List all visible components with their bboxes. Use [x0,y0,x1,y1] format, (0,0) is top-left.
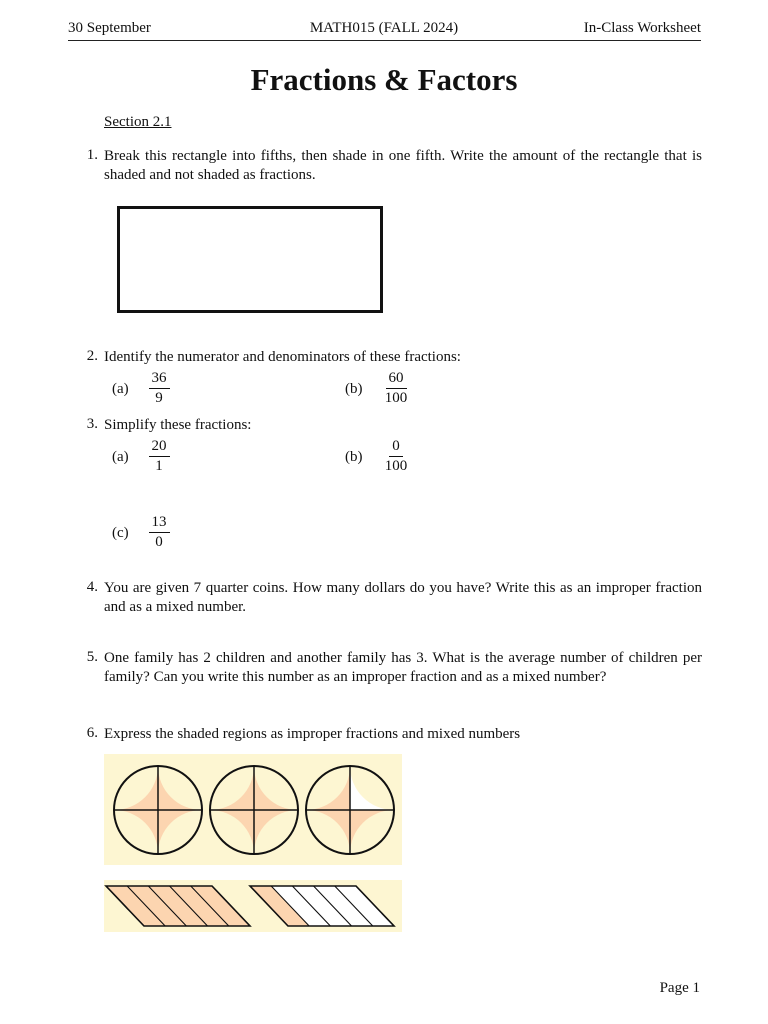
numerator: 0 [389,438,403,457]
header-course: MATH015 (FALL 2024) [309,20,459,36]
question-1-text: Break this rectangle into fifths, then shade in one fifth. Write the amount of the rectangle that is shaded and not shaded as fractions. [104,148,702,183]
question-1-number: 1. [86,147,98,163]
q2-part-a-label: (a) [112,381,129,397]
q3-part-c-fraction [144,514,174,551]
q2-part-b-label: (b) [345,381,363,397]
denominator: 100 [384,458,408,474]
question-3-text: Simplify these fractions: [104,417,252,433]
denominator: 9 [155,390,163,406]
fifths-rectangle [117,206,383,313]
fraction-circle [306,766,394,854]
fraction-circle [114,766,202,854]
q3-part-b-fraction [380,438,412,475]
q3-part-b-label: (b) [345,449,363,465]
q3-part-c-label: (c) [112,525,129,541]
q3-part-a-label: (a) [112,449,129,465]
header-doc-type: In-Class Worksheet [583,20,701,36]
section-heading: Section 2.1 [104,114,172,130]
numerator: 36 [149,370,170,389]
question-6-number: 6. [86,725,98,741]
circles-group [114,766,394,854]
page-title: Fractions & Factors [250,62,518,97]
q2-part-b-fraction [380,370,412,407]
fraction-circle [210,766,298,854]
denominator: 0 [155,534,163,550]
circles-figure [104,754,402,865]
header-date: 30 September [68,20,151,36]
q3-part-a-fraction [144,438,174,475]
question-2-text: Identify the numerator and denominators of these fractions: [104,349,461,365]
question-6-text: Express the shaded regions as improper fractions and mixed numbers [104,726,521,742]
parallelograms-figure [104,880,402,932]
question-3-number: 3. [86,416,98,432]
numerator: 13 [149,514,170,533]
question-4-text: You are given 7 quarter coins. How many dollars do you have? Write this as an improper fraction and as a mixed number. [104,580,702,615]
header-rule [68,40,701,41]
question-4-number: 4. [86,579,98,595]
denominator: 1 [155,458,163,474]
question-5-number: 5. [86,649,98,665]
page-number: Page 1 [659,980,700,996]
question-2-number: 2. [86,348,98,364]
q2-part-a-fraction [144,370,174,407]
denominator: 100 [384,390,408,406]
question-5-text: One family has 2 children and another family has 3. What is the average number of children per family? Can you write this number as an improper fraction and as a mixed number? [104,650,702,685]
numerator: 60 [386,370,407,389]
numerator: 20 [149,438,170,457]
